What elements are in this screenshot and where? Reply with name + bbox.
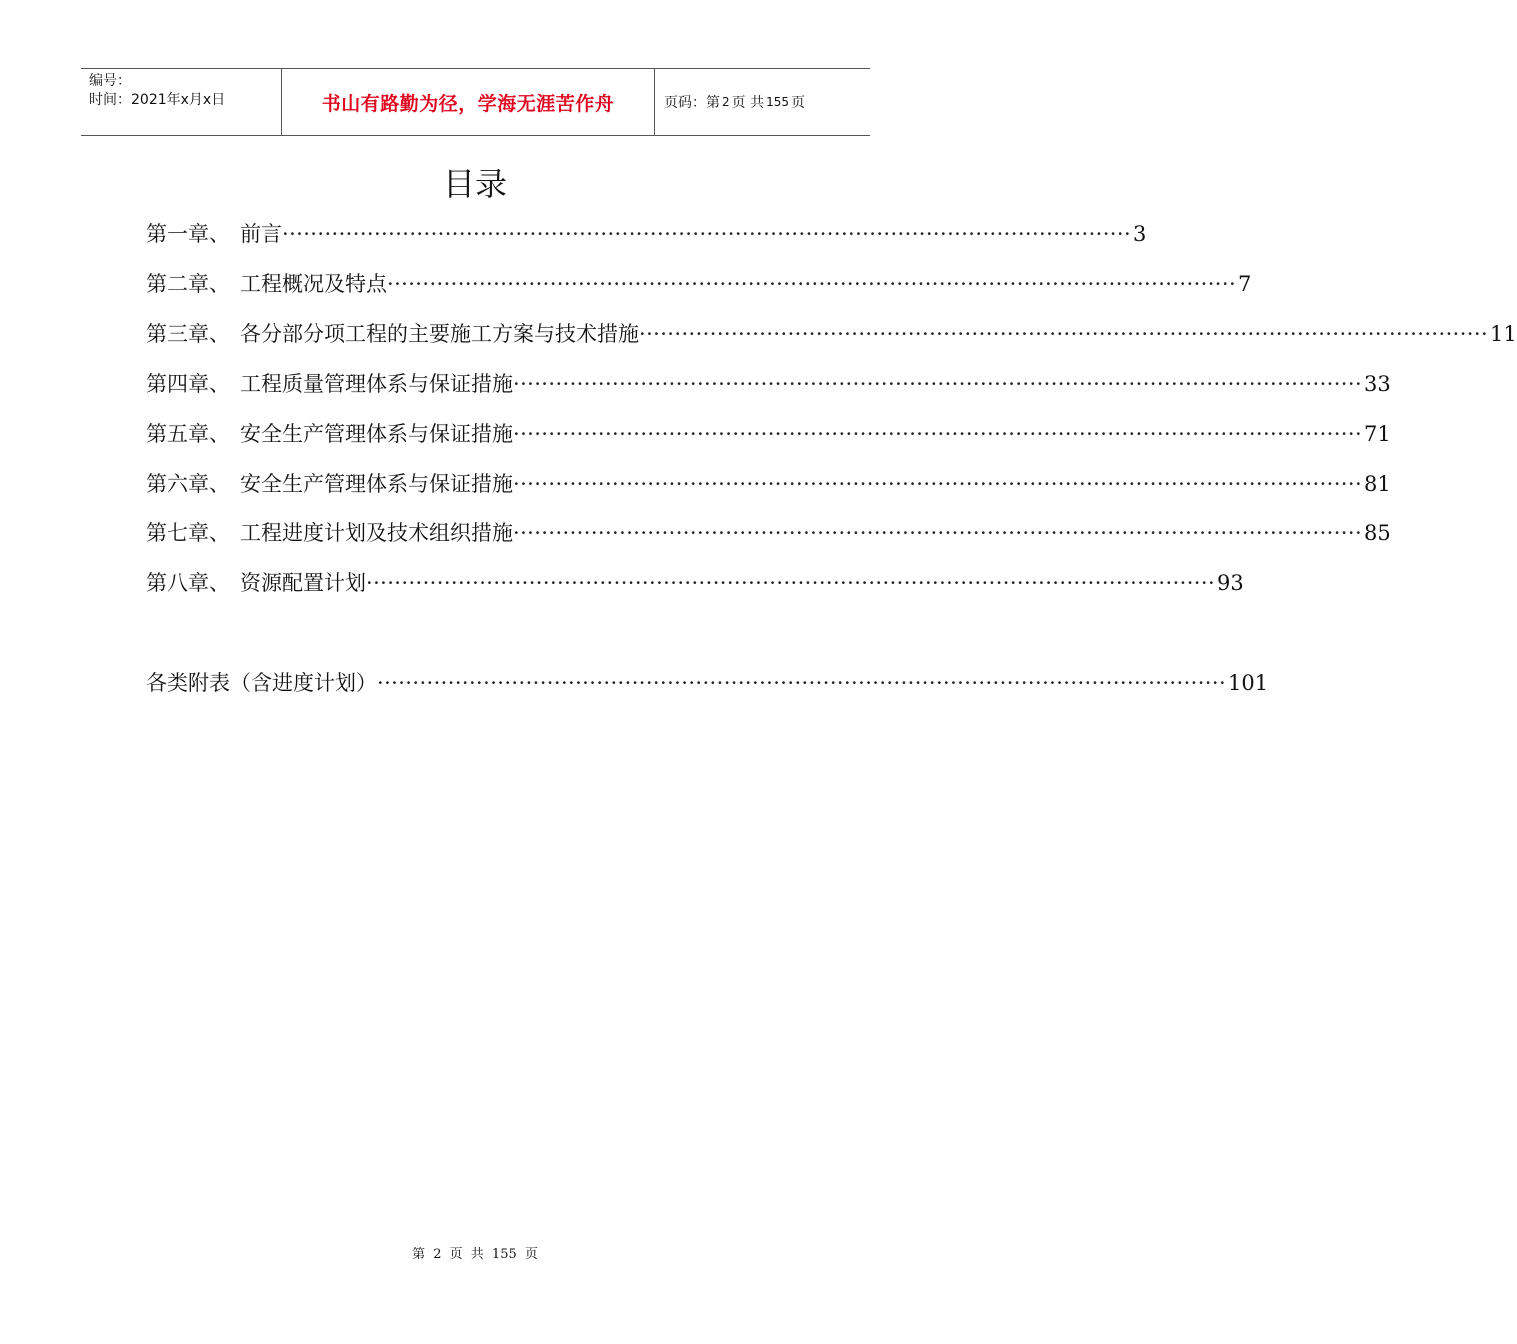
toc-entry[interactable] [146, 218, 1147, 250]
toc-page: 85 [1364, 521, 1391, 545]
toc-entry[interactable] [146, 567, 1244, 599]
toc-page: 71 [1364, 422, 1391, 446]
page-footer: 第 2 页 共 155 页 [412, 1247, 538, 1262]
page-current: 2 [722, 95, 730, 109]
page-suffix: 页 [791, 95, 805, 111]
toc-leader: ························································································································ [513, 521, 1363, 545]
toc-page: 81 [1364, 472, 1391, 496]
toc-leader: ························································································································ [387, 272, 1237, 296]
toc-text: 安全生产管理体系与保证措施 [240, 472, 513, 496]
toc-entry[interactable] [146, 517, 1391, 549]
toc-text: 工程概况及特点 [240, 272, 387, 296]
toc-chapter: 第三章、 [146, 322, 230, 346]
toc-leader: ························································································································ [366, 571, 1216, 595]
toc-chapter: 第七章、 [146, 521, 230, 545]
toc-leader: ························································································································ [513, 422, 1363, 446]
toc-chapter: 第八章、 [146, 571, 230, 595]
page-middle: 页 共 [731, 95, 765, 111]
toc-appendix-entry[interactable] [146, 667, 1269, 699]
toc-page: 7 [1238, 272, 1252, 296]
toc-text: 工程进度计划及技术组织措施 [240, 521, 513, 545]
toc-text: 各类附表（含进度计划） [146, 671, 377, 695]
page-header [81, 68, 870, 136]
toc-chapter: 第六章、 [146, 472, 230, 496]
toc-text: 工程质量管理体系与保证措施 [240, 372, 513, 396]
toc-entry[interactable] [146, 318, 1517, 350]
toc-leader: ························································································································ [513, 472, 1363, 496]
toc-page: 3 [1133, 222, 1147, 246]
time-label: 时间：2021年x月x日 [89, 92, 226, 108]
header-motto-cell [281, 69, 655, 135]
toc-page: 93 [1217, 571, 1244, 595]
toc-page: 33 [1364, 372, 1391, 396]
toc-entry[interactable] [146, 468, 1391, 500]
toc-page: 11 [1490, 322, 1517, 346]
toc-chapter: 第五章、 [146, 422, 230, 446]
toc-chapter: 第二章、 [146, 272, 230, 296]
toc-text: 前言 [240, 222, 282, 246]
header-meta [81, 69, 281, 135]
toc-page: 101 [1228, 671, 1269, 695]
toc-leader: ························································································································ [639, 322, 1489, 346]
toc-leader: ························································································································ [377, 671, 1227, 695]
page-prefix: 页码：第 [664, 95, 720, 111]
toc-entry[interactable] [146, 368, 1391, 400]
number-label: 编号： [89, 73, 131, 89]
toc-entry[interactable] [146, 268, 1252, 300]
toc-title: 目录 [442, 165, 507, 203]
toc-text: 安全生产管理体系与保证措施 [240, 422, 513, 446]
motto-text: 书山有路勤为径，学海无涯苦作舟 [321, 92, 615, 115]
toc-text: 资源配置计划 [240, 571, 366, 595]
header-page-number [655, 69, 870, 135]
toc-text: 各分部分项工程的主要施工方案与技术措施 [240, 322, 639, 346]
toc-leader: ························································································································ [513, 372, 1363, 396]
toc-chapter: 第一章、 [146, 222, 230, 246]
toc-chapter: 第四章、 [146, 372, 230, 396]
toc-leader: ························································································································ [282, 222, 1132, 246]
toc-entry[interactable] [146, 418, 1391, 450]
page-total: 155 [766, 95, 789, 109]
